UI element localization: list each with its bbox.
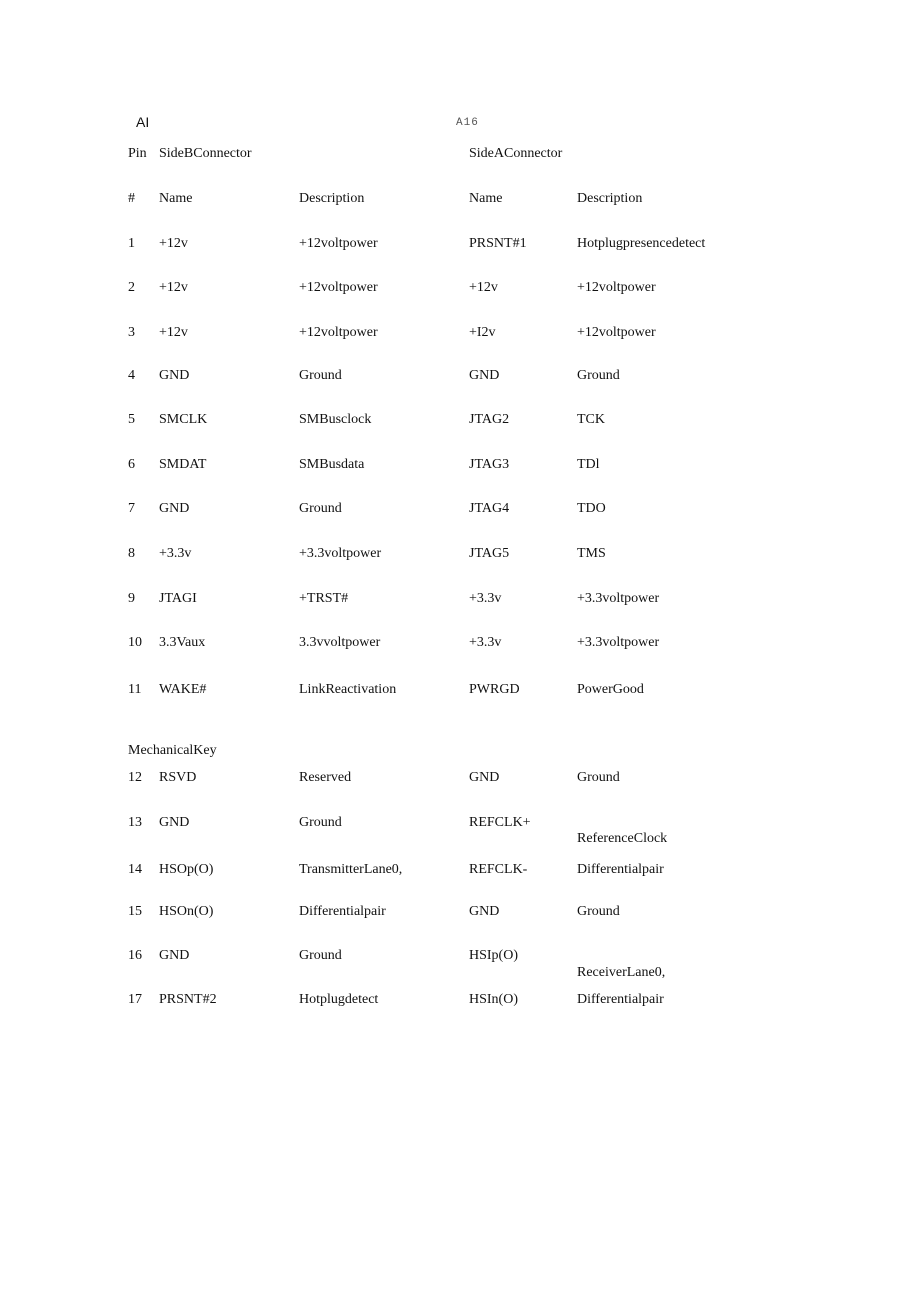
pin-number: 8 bbox=[128, 546, 135, 561]
side-a-name: GND bbox=[469, 904, 500, 919]
pin-number: 3 bbox=[128, 325, 135, 340]
side-a-name: HSIn(O) bbox=[469, 992, 518, 1007]
column-b-name-header: Name bbox=[159, 191, 193, 206]
side-b-name: GND bbox=[159, 815, 190, 830]
side-b-description: Ground bbox=[299, 948, 342, 963]
pin-number: 10 bbox=[128, 635, 142, 650]
side-a-description: +3.3voltpower bbox=[577, 591, 660, 606]
side-b-name: GND bbox=[159, 501, 190, 516]
side-b-name: GND bbox=[159, 948, 190, 963]
side-b-name: SMDAT bbox=[159, 457, 207, 472]
side-a-description: TDO bbox=[577, 501, 606, 516]
top-left-label: AI bbox=[136, 114, 150, 130]
side-b-name: +12v bbox=[159, 236, 188, 251]
side-b-name: WAKE# bbox=[159, 682, 207, 697]
pin-number: 16 bbox=[128, 948, 142, 963]
side-b-description: Ground bbox=[299, 501, 342, 516]
side-b-description: Ground bbox=[299, 368, 342, 383]
side-a-description: Differentialpair bbox=[577, 992, 664, 1007]
side-a-name: PWRGD bbox=[469, 682, 520, 697]
pin-number: 9 bbox=[128, 591, 135, 606]
column-number-header: # bbox=[128, 191, 135, 206]
side-b-description: +12voltpower bbox=[299, 280, 378, 295]
side-a-name: REFCLK+ bbox=[469, 815, 531, 830]
column-a-description-header: Description bbox=[577, 191, 643, 206]
side-b-name: PRSNT#2 bbox=[159, 992, 217, 1007]
side-b-name: +12v bbox=[159, 325, 188, 340]
side-a-description: +12voltpower bbox=[577, 325, 656, 340]
side-b-name: RSVD bbox=[159, 770, 197, 785]
side-b-name: GND bbox=[159, 368, 190, 383]
pin-header: Pin bbox=[128, 146, 147, 161]
pin-number: 6 bbox=[128, 457, 135, 472]
side-a-name: JTAG2 bbox=[469, 412, 510, 427]
side-a-name: +I2v bbox=[469, 325, 496, 340]
side-a-header: SideAConnector bbox=[469, 146, 563, 161]
side-a-name: JTAG3 bbox=[469, 457, 510, 472]
side-b-description: Reserved bbox=[299, 770, 352, 785]
mechanical-key-label: MechanicalKey bbox=[128, 743, 217, 758]
side-b-description: +12voltpower bbox=[299, 325, 378, 340]
side-a-description: +3.3voltpower bbox=[577, 635, 660, 650]
pin-number: 4 bbox=[128, 368, 135, 383]
side-a-name: HSIp(O) bbox=[469, 948, 518, 963]
side-b-description: +TRST# bbox=[299, 591, 349, 606]
pin-number: 7 bbox=[128, 501, 135, 516]
side-a-name: JTAG4 bbox=[469, 501, 510, 516]
side-a-name: +3.3v bbox=[469, 591, 502, 606]
side-a-name: PRSNT#1 bbox=[469, 236, 527, 251]
side-a-description: TMS bbox=[577, 546, 606, 561]
side-b-description: +3.3voltpower bbox=[299, 546, 382, 561]
side-a-description: TDl bbox=[577, 457, 600, 472]
side-a-description: Ground bbox=[577, 368, 620, 383]
side-a-name: +12v bbox=[469, 280, 498, 295]
side-b-description: Differentialpair bbox=[299, 904, 386, 919]
pin-number: 17 bbox=[128, 992, 142, 1007]
side-b-description: +12voltpower bbox=[299, 236, 378, 251]
side-a-description: Hotplugpresencedetect bbox=[577, 236, 706, 251]
side-b-description: SMBusdata bbox=[299, 457, 365, 472]
side-b-description: Ground bbox=[299, 815, 342, 830]
side-a-name: REFCLK- bbox=[469, 862, 528, 877]
pin-number: 5 bbox=[128, 412, 135, 427]
side-a-description: TCK bbox=[577, 412, 605, 427]
reference-clock-label: ReferenceClock bbox=[577, 831, 668, 846]
side-b-description: 3.3vvoltpower bbox=[299, 635, 381, 650]
side-b-header: SideBConnector bbox=[159, 146, 252, 161]
pin-number: 2 bbox=[128, 280, 135, 295]
pin-number: 15 bbox=[128, 904, 142, 919]
receiver-lane-label: ReceiverLane0, bbox=[577, 965, 666, 980]
side-a-name: GND bbox=[469, 368, 500, 383]
side-a-description: Ground bbox=[577, 904, 620, 919]
side-a-description: PowerGood bbox=[577, 682, 644, 697]
side-a-description: +12voltpower bbox=[577, 280, 656, 295]
top-right-label: A16 bbox=[456, 117, 479, 129]
side-b-name: HSOn(O) bbox=[159, 904, 214, 919]
side-b-description: Hotplugdetect bbox=[299, 992, 379, 1007]
pin-number: 11 bbox=[128, 682, 142, 697]
side-b-name: 3.3Vaux bbox=[159, 635, 206, 650]
side-a-name: JTAG5 bbox=[469, 546, 510, 561]
column-b-description-header: Description bbox=[299, 191, 365, 206]
pin-number: 1 bbox=[128, 236, 135, 251]
side-b-name: HSOp(O) bbox=[159, 862, 214, 877]
side-b-name: +12v bbox=[159, 280, 188, 295]
side-b-description: LinkReactivation bbox=[299, 682, 397, 697]
side-a-description: Ground bbox=[577, 770, 620, 785]
pin-number: 14 bbox=[128, 862, 142, 877]
column-a-name-header: Name bbox=[469, 191, 503, 206]
side-a-name: GND bbox=[469, 770, 500, 785]
side-a-name: +3.3v bbox=[469, 635, 502, 650]
side-b-name: +3.3v bbox=[159, 546, 192, 561]
side-b-description: SMBusclock bbox=[299, 412, 372, 427]
side-b-name: JTAGI bbox=[159, 591, 197, 606]
side-b-description: TransmitterLane0, bbox=[299, 862, 403, 877]
side-b-name: SMCLK bbox=[159, 412, 208, 427]
pin-number: 12 bbox=[128, 770, 142, 785]
side-a-description: Differentialpair bbox=[577, 862, 664, 877]
pin-number: 13 bbox=[128, 815, 142, 830]
